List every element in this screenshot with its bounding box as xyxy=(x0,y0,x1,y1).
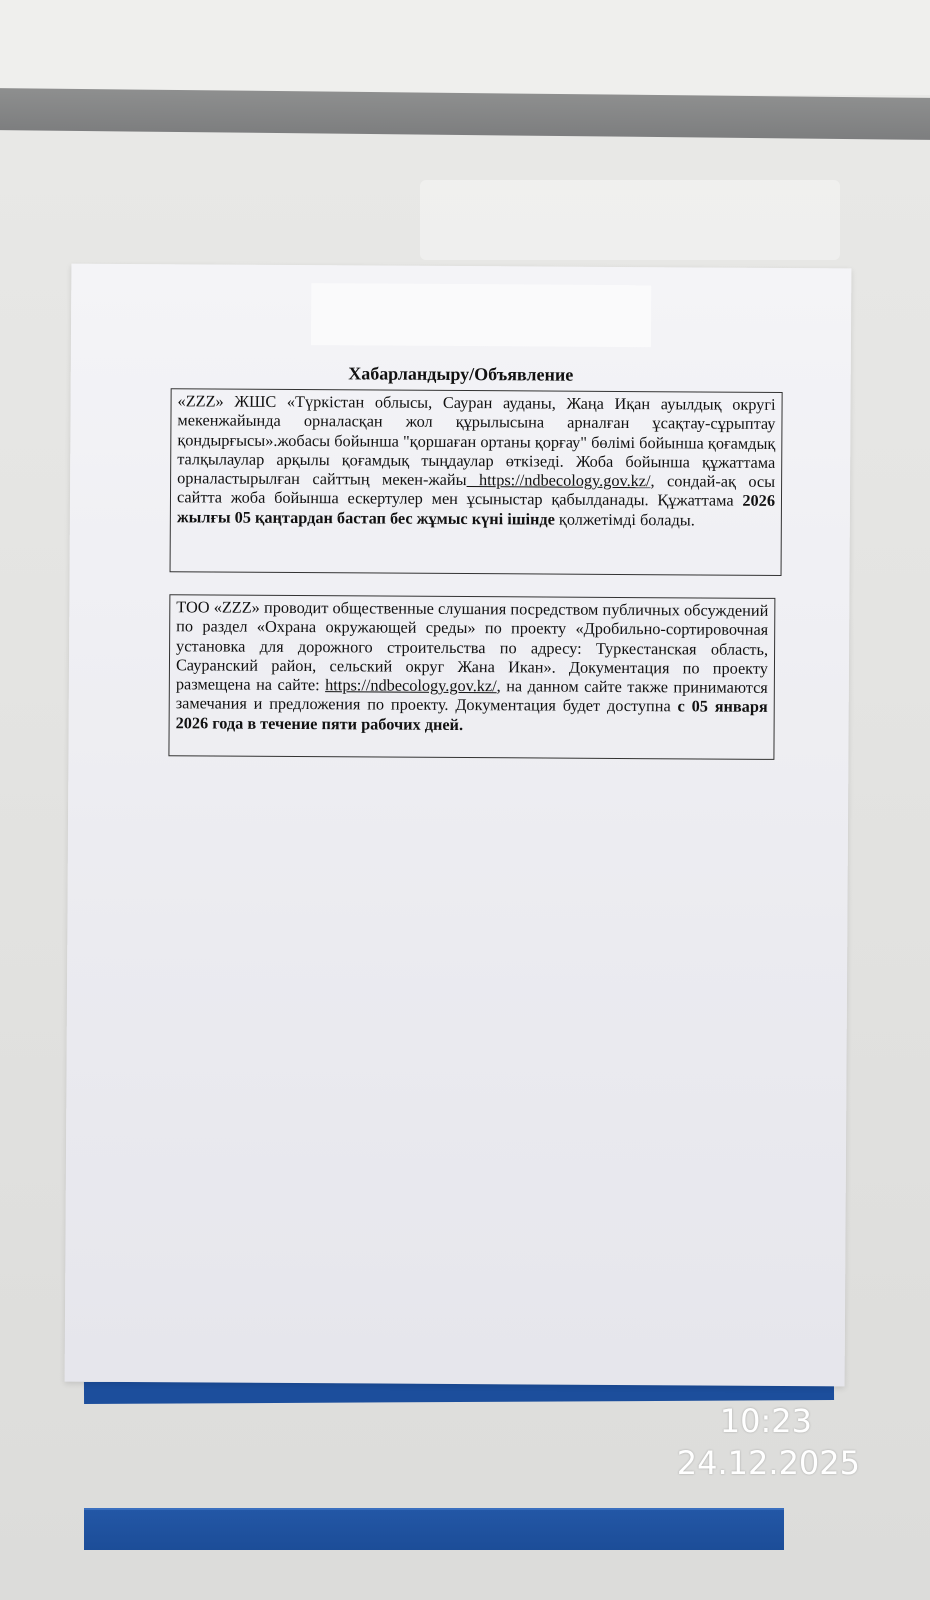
notice-sheet xyxy=(65,264,852,1387)
kz-url-link[interactable]: https://ndbecology.gov.kz/ xyxy=(466,470,651,491)
notice-russian-box xyxy=(168,594,775,760)
old-tape-mark xyxy=(420,180,840,260)
notice-kazakh-box xyxy=(170,388,783,576)
notice-title: Хабарландыру/Объявление xyxy=(348,363,574,385)
bottom-blue-rail xyxy=(84,1508,784,1550)
kz-text-3: қолжетімді болады. xyxy=(554,509,695,530)
ru-bold-dates: с 05 января 2026 года в течение пяти рабочих дней. xyxy=(175,696,768,734)
wall-background xyxy=(0,0,930,95)
wall-rail xyxy=(0,88,930,140)
kz-text-1: «ZZZ» ЖШС «Түркістан облысы, Сауран ауданы, Жаңа Иқан ауылдық округі мекенжайында орналасқан жол құрылысына арналған ұсақтау-сұрыптау қондырғысы».жобасы бойынша "қоршаған ортаны қорғау" бөлімі бойынша қоғамдық талқылаулар арқылы қоғамдық тыңдаулар өткізеді. Жоба бойынша құжаттама орналастырылған сайттың мекен-жайы xyxy=(177,391,776,490)
ru-url-link[interactable]: https://ndbecology.gov.kz/ xyxy=(325,675,497,696)
tape-strip xyxy=(311,283,651,347)
photo-time-stamp: 10:23 xyxy=(719,1402,812,1440)
photo-date-stamp: 24.12.2025 xyxy=(676,1444,860,1482)
ru-text-2: , на данном сайте также принимаются замечания и предложения по проекту. Документация будет доступна xyxy=(175,676,768,716)
kz-text-2: , сондай-ақ осы сайтта жоба бойынша ескертулер мен ұсыныстар қабылданады. Құжаттама xyxy=(176,471,776,511)
kz-bold-dates: 2026 жылғы 05 қаңтардан бастап бес жұмыс күні ішінде xyxy=(176,491,776,529)
ru-text-1: ТОО «ZZZ» проводит общественные слушания посредством публичных обсуждений по раздел «Охрана окружающей среды» по проекту «Дробильно-сортировочная установка для дорожного строительства по адресу: Туркестанская область, Сауранский район, сельский округ Жана Икан». Документация по проекту размещена на сайте: xyxy=(175,597,769,695)
